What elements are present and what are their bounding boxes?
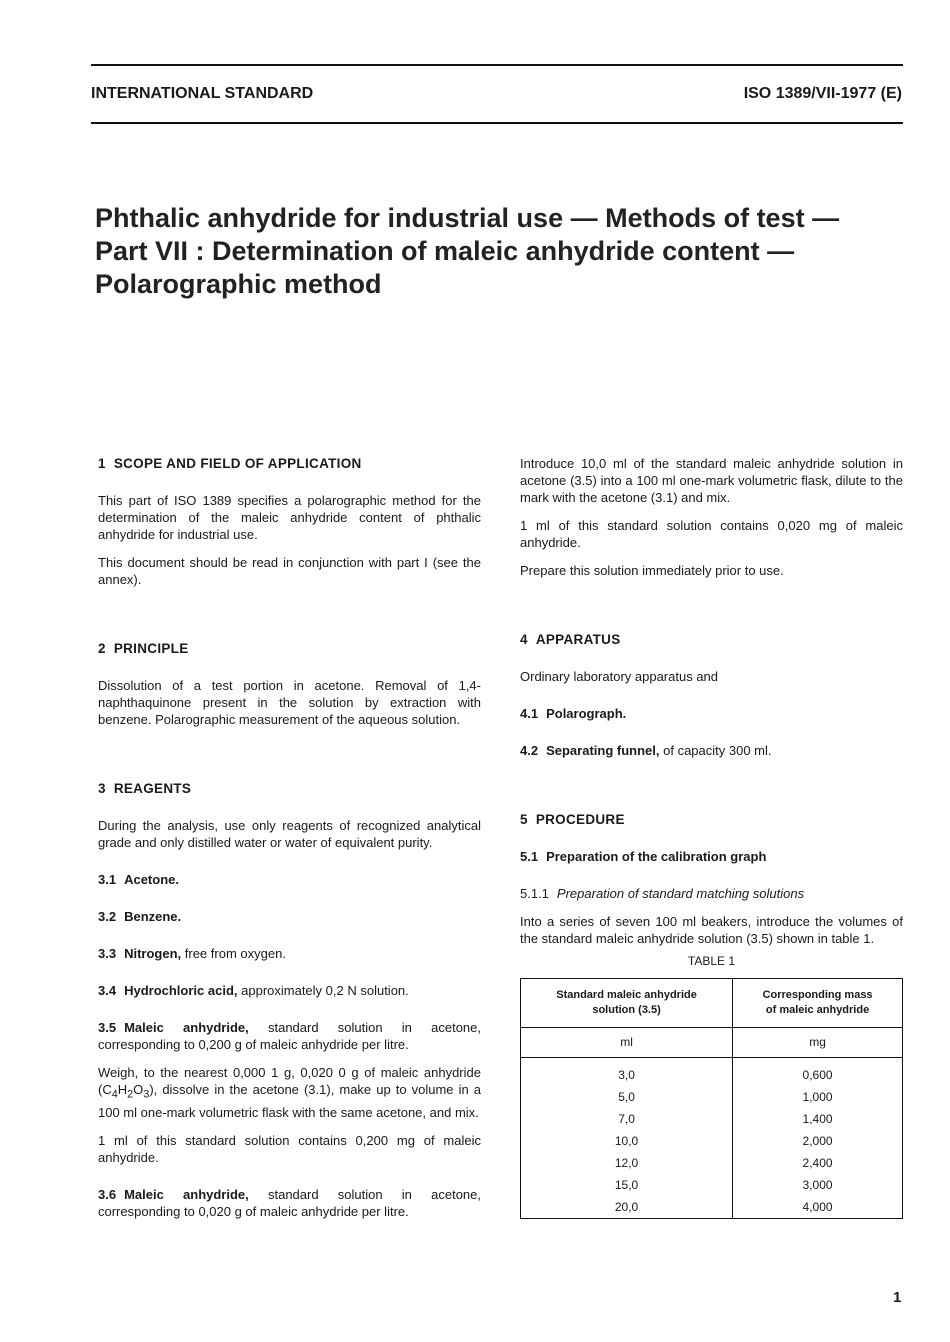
table-cell-ml: 5,0: [521, 1086, 733, 1108]
table-row: [521, 1152, 903, 1174]
reagent-3-6-paragraph-2: 1 ml of this standard solution contains 0,020 mg of maleic anhydride.: [520, 518, 903, 550]
table-1-col-2-header: Corresponding mass of maleic anhydride: [733, 979, 903, 1028]
reagent-3-2: 3.2 Benzene.: [98, 909, 182, 924]
reagent-3-3: 3.3 Nitrogen, free from oxygen.: [98, 946, 286, 961]
section-5-heading: 5 PROCEDURE: [520, 812, 625, 827]
table-cell-mg: 2,000: [733, 1130, 903, 1152]
table-row: [521, 1086, 903, 1108]
reagent-3-1: 3.1 Acetone.: [98, 872, 179, 887]
apparatus-4-1: 4.1 Polarograph.: [520, 706, 627, 721]
table-row: [521, 1174, 903, 1196]
reagent-3-5: 3.5 Maleic anhydride, standard solution in acetone, corresponding to 0,200 g of maleic anhydride per litre.: [98, 1020, 481, 1052]
procedure-5-1: 5.1 Preparation of the calibration graph: [520, 849, 767, 864]
table-cell-mg: 3,000: [733, 1174, 903, 1196]
section-4-paragraph-1: Ordinary laboratory apparatus and: [520, 669, 719, 684]
table-1-caption: TABLE 1: [687, 954, 736, 968]
section-1-paragraph-2: This document should be read in conjunction with part I (see the annex).: [98, 555, 481, 587]
left-column: [98, 455, 481, 1220]
section-3-paragraph-1: During the analysis, use only reagents of recognized analytical grade and only distilled water or water of equivalent purity.: [98, 818, 481, 850]
table-row: [521, 1058, 903, 1087]
reagent-3-5-paragraph-2: 1 ml of this standard solution contains 0,200 mg of maleic anhydride.: [98, 1132, 481, 1165]
header-standard-type: INTERNATIONAL STANDARD: [91, 85, 314, 102]
table-cell-ml: 7,0: [521, 1108, 733, 1130]
table-cell-ml: 3,0: [521, 1058, 733, 1087]
section-4-heading: 4 APPARATUS: [520, 632, 621, 647]
table-cell-ml: 12,0: [521, 1152, 733, 1174]
table-row: [521, 1196, 903, 1219]
header-standard-number: ISO 1389/VII-1977 (E): [743, 85, 902, 102]
apparatus-4-2: 4.2 Separating funnel, of capacity 300 ml.: [520, 743, 772, 758]
table-row: [521, 1130, 903, 1152]
title-line-3: Polarographic method: [95, 269, 382, 299]
table-cell-ml: 20,0: [521, 1196, 733, 1219]
table-1-header-row: [521, 979, 903, 1028]
header-rule: [91, 122, 903, 124]
section-2-heading: 2 PRINCIPLE: [98, 641, 189, 656]
reagent-3-4: 3.4 Hydrochloric acid, approximately 0,2 N solution.: [98, 983, 409, 998]
table-1-col-1-header: Standard maleic anhydride solution (3.5): [521, 979, 733, 1028]
title-line-2: Part VII : Determination of maleic anhydride content —: [95, 236, 795, 266]
reagent-3-5-paragraph-1: Weigh, to the nearest 0,000 1 g, 0,020 0 g of maleic anhydride $(C_4H_2O_3)$, dissolve in the acetone (3.1), make up to volume in a 100 ml one-mark volumetric flask with the same acetone, and mix.: [98, 1065, 481, 1120]
reagent-3-6-paragraph-3: Prepare this solution immediately prior to use.: [520, 563, 784, 578]
reagent-3-6-paragraph-1: Introduce 10,0 ml of the standard maleic anhydride solution in acetone (3.5) into a 100 ml one-mark volumetric flask, dilute to the mark with the acetone (3.1) and mix.: [520, 456, 903, 505]
procedure-5-1-1: 5.1.1 Preparation of standard matching solutions: [520, 886, 805, 901]
title-line-1: Phthalic anhydride for industrial use — Methods of test —: [95, 203, 840, 233]
right-column: [520, 455, 903, 1219]
section-2-paragraph-1: Dissolution of a test portion in acetone. Removal of 1,4-naphthaquinone present in the solution by extraction with benzene. Polarographic measurement of the aqueous solution.: [98, 678, 481, 727]
section-3-heading: 3 REAGENTS: [98, 781, 192, 796]
table-1-unit-row: [521, 1028, 903, 1058]
table-cell-mg: 1,400: [733, 1108, 903, 1130]
top-rule: [91, 64, 903, 66]
table-1-unit-ml: ml: [521, 1028, 733, 1058]
table-1: [520, 978, 903, 1219]
table-cell-ml: 15,0: [521, 1174, 733, 1196]
document-title: [95, 202, 895, 301]
procedure-5-1-1-paragraph: Into a series of seven 100 ml beakers, introduce the volumes of the standard maleic anhydride solution (3.5) shown in table 1.: [520, 914, 903, 946]
table-row: [521, 1108, 903, 1130]
section-1-heading: 1 SCOPE AND FIELD OF APPLICATION: [98, 456, 362, 471]
table-cell-mg: 0,600: [733, 1058, 903, 1087]
table-cell-mg: 2,400: [733, 1152, 903, 1174]
table-1-unit-mg: mg: [733, 1028, 903, 1058]
table-cell-mg: 4,000: [733, 1196, 903, 1219]
reagent-3-6: 3.6 Maleic anhydride, standard solution in acetone, corresponding to 0,020 g of maleic anhydride per litre.: [98, 1186, 481, 1219]
page-number: 1: [893, 1289, 902, 1306]
table-cell-ml: 10,0: [521, 1130, 733, 1152]
section-1-paragraph-1: This part of ISO 1389 specifies a polarographic method for the determination of the maleic anhydride content of phthalic anhydride for industrial use.: [98, 493, 481, 542]
table-cell-mg: 1,000: [733, 1086, 903, 1108]
